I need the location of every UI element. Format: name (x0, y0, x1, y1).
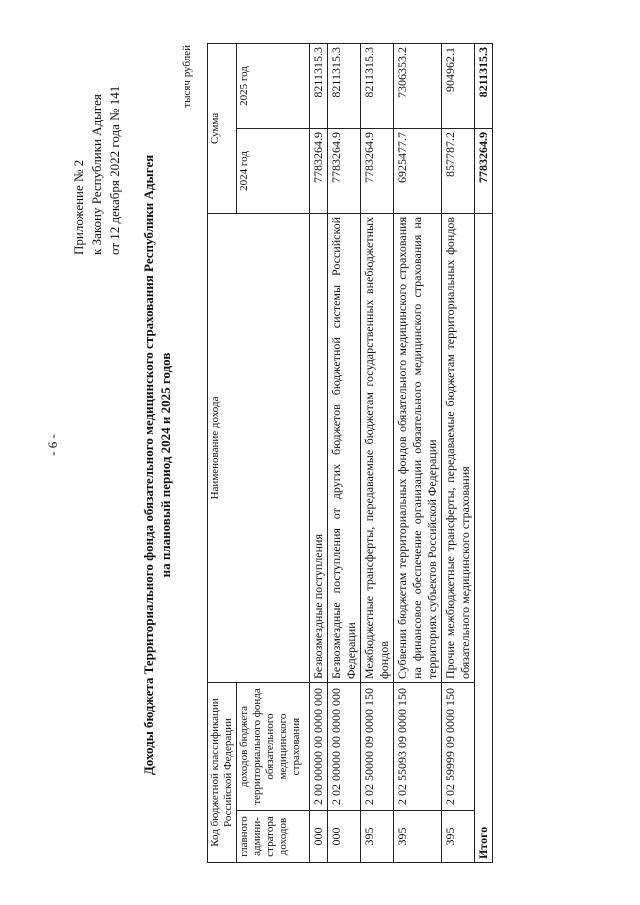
total-label: Итого (475, 213, 493, 862)
document-title (140, 85, 174, 845)
total-row (475, 44, 493, 863)
appendix-line-2: к Закону Республики Адыгея (89, 94, 104, 255)
cell-admin: 395 (361, 811, 394, 863)
header-sum: Сумма (208, 44, 237, 214)
appendix-line-3: от 12 декабря 2022 года № 141 (107, 85, 122, 255)
total-2024: 7783264.9 (475, 128, 493, 213)
table-row (361, 44, 394, 863)
cell-2025: 904962.1 (442, 44, 475, 129)
cell-2024: 7783264.9 (310, 128, 328, 213)
cell-admin: 000 (328, 811, 361, 863)
cell-2024: 7783264.9 (328, 128, 361, 213)
cell-name: Межбюджетные трансферты, передаваемые бюджетам государственных внебюджетных фондов (361, 213, 394, 682)
cell-2024: 6925477.7 (394, 128, 442, 213)
income-table (207, 43, 493, 863)
cell-name: Безвозмездные поступления от других бюджетов бюджетной системы Российской Федерации (328, 213, 361, 682)
header-admin: главного админи- стратора доходов (237, 811, 310, 863)
header-income-code: доходов бюджета территориального фонда обязательного медицинского страхования (237, 683, 310, 811)
cell-2025: 8211315.3 (310, 44, 328, 129)
table-row (310, 44, 328, 863)
header-name: Наименование дохода (208, 213, 310, 682)
appendix-line-1: Приложение № 2 (71, 159, 86, 255)
cell-2025: 7306353.2 (394, 44, 442, 129)
cell-name: Безвозмездные поступления (310, 213, 328, 682)
header-row-1 (208, 44, 237, 863)
cell-code: 2 00 00000 00 0000 000 (310, 683, 328, 811)
cell-2024: 7783264.9 (361, 128, 394, 213)
table-row (328, 44, 361, 863)
page-number: - 6 - (45, 434, 60, 456)
cell-code: 2 02 50000 09 0000 150 (361, 683, 394, 811)
title-line-2: на плановый период 2024 и 2025 годов (158, 352, 173, 578)
table-row (442, 44, 475, 863)
units-label: тысяч рублей (181, 45, 193, 108)
cell-admin: 000 (310, 811, 328, 863)
cell-admin: 395 (394, 811, 442, 863)
header-code-group: Код бюджетной классификации Российской Федерации (208, 683, 237, 863)
cell-code: 2 02 55093 09 0000 150 (394, 683, 442, 811)
appendix-block (70, 86, 124, 255)
cell-code: 2 02 59999 09 0000 150 (442, 683, 475, 811)
cell-admin: 395 (442, 811, 475, 863)
cell-name: Субвении бюджетам территориальных фондов обязательного медицинского страхования на финансовое обеспечение организации обязательного медицинского страхования на территориях субъектов Российской Федерации (394, 213, 442, 682)
title-line-1: Доходы бюджета Территориального фонда обязательного медицинского страхования Республики Адыгея (141, 154, 156, 776)
cell-name: Прочие межбюджетные трансферты, передаваемые бюджетам территориальных фондов обязательного медицинского страхования (442, 213, 475, 682)
table-row (394, 44, 442, 863)
header-year-2024: 2024 год (237, 128, 310, 213)
header-year-2025: 2025 год (237, 44, 310, 129)
cell-2025: 8211315.3 (328, 44, 361, 129)
cell-2024: 857787.2 (442, 128, 475, 213)
cell-code: 2 02 00000 00 0000 000 (328, 683, 361, 811)
total-2025: 8211315.3 (475, 44, 493, 129)
cell-2025: 8211315.3 (361, 44, 394, 129)
